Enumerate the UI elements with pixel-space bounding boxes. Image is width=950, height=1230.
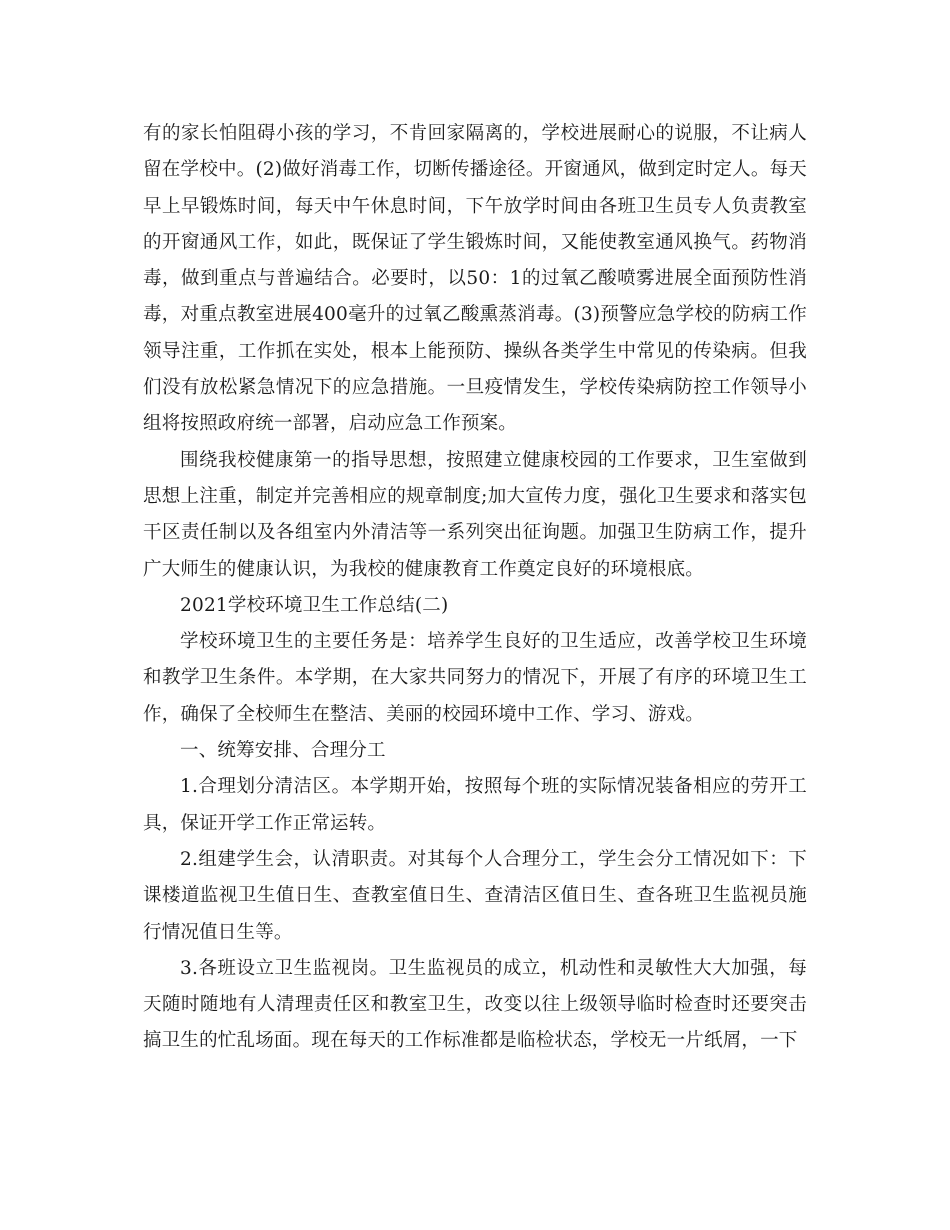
document-body (143, 116, 807, 1060)
section-title: 2021学校环境卫生工作总结(二) (180, 594, 449, 616)
list-item-hygiene-monitor: 3.各班设立卫生监视岗。卫生监视员的成立，机动性和灵敏性大大加强，每天随时随地有人清理责任区和教室卫生，改变以往上级领导临时检查时还要突击搞卫生的忙乱场面。现在每天的工作标准都是临检状态，学校无一片纸屑，一下 (143, 957, 807, 1052)
paragraph-main-tasks: 学校环境卫生的主要任务是：培养学生良好的卫生适应，改善学校卫生环境和教学卫生条件。本学期，在大家共同努力的情况下，开展了有序的环境卫生工作，确保了全校师生在整洁、美丽的校园环境中工作、学习、游戏。 (143, 631, 807, 725)
list-item-cleaning-areas: 1.合理划分清洁区。本学期开始，按照每个班的实际情况装备相应的劳开工具，保证开学工作正常运转。 (143, 776, 807, 834)
paragraph-epidemic-measures: 有的家长怕阻碍小孩的学习，不肯回家隔离的，学校进展耐心的说服，不让病人留在学校中。(2)做好消毒工作，切断传播途径。开窗通风，做到定时定人。每天早上早锻炼时间，每天中午休息时间，下午放学时间由各班卫生员专人负责教室的开窗通风工作，如此，既保证了学生锻炼时间，又能使教室通风换气。药物消毒，做到重点与普遍结合。必要时，以50：1的过氧乙酸喷雾进展全面预防性消毒，对重点教室进展400毫升的过氧乙酸熏蒸消毒。(3)预警应急学校的防病工作领导注重，工作抓在实处，根本上能预防、操纵各类学生中常见的传染病。但我们没有放松紧急情况下的应急措施。一旦疫情发生，学校传染病防控工作领导小组将按照政府统一部署，启动应急工作预案。 (143, 123, 807, 435)
list-item-student-union: 2.组建学生会，认清职责。对其每个人合理分工，学生会分工情况如下：下课楼道监视卫生值日生、查教室值日生、查清洁区值日生、查各班卫生监视员施行情况值日生等。 (143, 848, 807, 943)
paragraph-health-campus: 围绕我校健康第一的指导思想，按照建立健康校园的工作要求，卫生室做到思想上注重，制定并完善相应的规章制度;加大宣传力度，强化卫生要求和落实包干区责任制以及各组室内外清洁等一系列突出征询题。加强卫生防病工作，提升广大师生的健康认识，为我校的健康教育工作奠定良好的环境根底。 (143, 449, 807, 580)
heading-arrangement: 一、统筹安排、合理分工 (180, 740, 386, 762)
